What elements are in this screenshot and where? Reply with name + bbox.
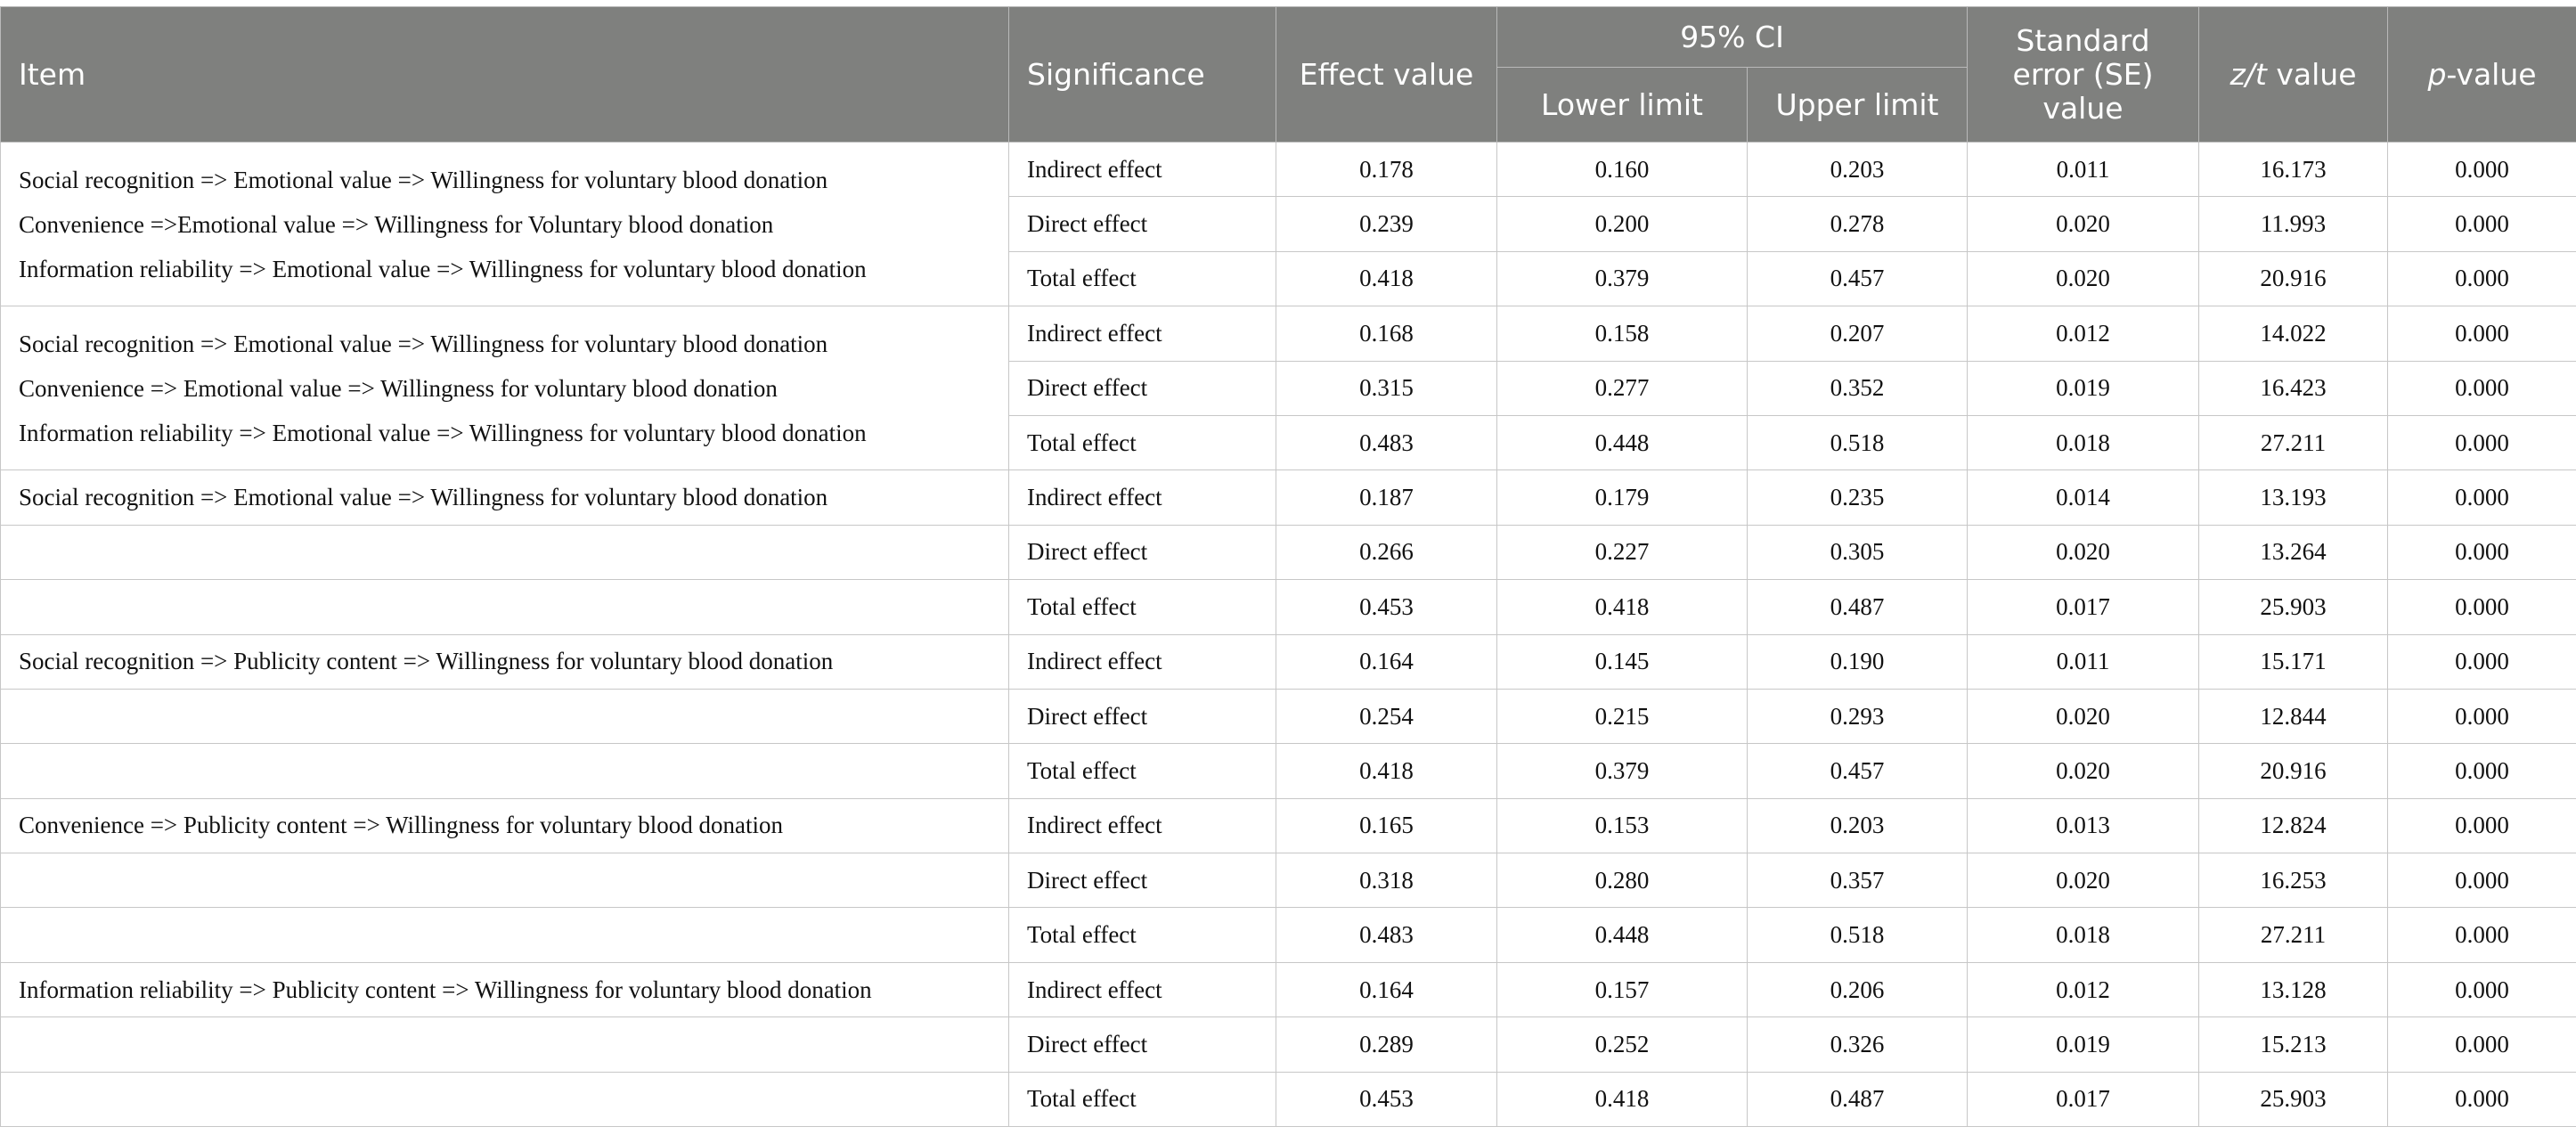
item-cell xyxy=(1,908,1009,962)
effect-value-cell: 0.289 xyxy=(1276,1017,1497,1072)
p-value-cell: 0.000 xyxy=(2388,853,2576,908)
p-value-cell: 0.000 xyxy=(2388,580,2576,634)
header-p-italic: p xyxy=(2427,56,2447,92)
lower-limit-cell: 0.153 xyxy=(1497,798,1748,853)
zt-value-cell: 15.213 xyxy=(2199,1017,2388,1072)
significance-cell: Total effect xyxy=(1009,744,1276,798)
lower-limit-cell: 0.379 xyxy=(1497,251,1748,306)
header-zt-rest: value xyxy=(2266,56,2357,92)
table-row xyxy=(1,470,2576,525)
p-value-cell: 0.000 xyxy=(2388,1072,2576,1126)
p-value-cell: 0.000 xyxy=(2388,361,2576,415)
table-row xyxy=(1,908,2576,962)
p-value-cell: 0.000 xyxy=(2388,306,2576,361)
significance-cell: Direct effect xyxy=(1009,853,1276,908)
significance-cell: Direct effect xyxy=(1009,1017,1276,1072)
p-value-cell: 0.000 xyxy=(2388,798,2576,853)
table-header xyxy=(1,7,2576,143)
header-lower-limit: Lower limit xyxy=(1497,68,1748,143)
header-effect-value: Effect value xyxy=(1276,7,1497,143)
zt-value-cell: 16.173 xyxy=(2199,143,2388,197)
upper-limit-cell: 0.352 xyxy=(1748,361,1968,415)
lower-limit-cell: 0.160 xyxy=(1497,143,1748,197)
standard-error-cell: 0.012 xyxy=(1968,962,2199,1016)
p-value-cell: 0.000 xyxy=(2388,744,2576,798)
item-cell xyxy=(1,306,1009,470)
item-cell xyxy=(1,853,1009,908)
item-path-text: Information reliability => Emotional value => Willingness for voluntary blood donation xyxy=(19,419,867,446)
lower-limit-cell: 0.277 xyxy=(1497,361,1748,415)
header-zt-value xyxy=(2199,7,2388,143)
lower-limit-cell: 0.280 xyxy=(1497,853,1748,908)
item-cell: Convenience => Publicity content => Willingness for voluntary blood donation xyxy=(1,798,1009,853)
p-value-cell: 0.000 xyxy=(2388,962,2576,1016)
zt-value-cell: 25.903 xyxy=(2199,1072,2388,1126)
upper-limit-cell: 0.203 xyxy=(1748,798,1968,853)
upper-limit-cell: 0.190 xyxy=(1748,634,1968,689)
p-value-cell: 0.000 xyxy=(2388,908,2576,962)
zt-value-cell: 16.423 xyxy=(2199,361,2388,415)
standard-error-cell: 0.019 xyxy=(1968,1017,2199,1072)
table-body xyxy=(1,143,2576,1127)
table-row xyxy=(1,634,2576,689)
zt-value-cell: 15.171 xyxy=(2199,634,2388,689)
p-value-cell: 0.000 xyxy=(2388,525,2576,579)
upper-limit-cell: 0.293 xyxy=(1748,689,1968,743)
standard-error-cell: 0.018 xyxy=(1968,415,2199,469)
standard-error-cell: 0.019 xyxy=(1968,361,2199,415)
standard-error-cell: 0.014 xyxy=(1968,470,2199,525)
significance-cell: Total effect xyxy=(1009,1072,1276,1126)
item-cell: Information reliability => Publicity content => Willingness for voluntary blood donation xyxy=(1,962,1009,1016)
item-path-text: Convenience =>Emotional value => Willingness for Voluntary blood donation xyxy=(19,210,774,238)
significance-cell: Direct effect xyxy=(1009,361,1276,415)
standard-error-cell: 0.020 xyxy=(1968,689,2199,743)
p-value-cell: 0.000 xyxy=(2388,470,2576,525)
zt-value-cell: 16.253 xyxy=(2199,853,2388,908)
zt-value-cell: 27.211 xyxy=(2199,908,2388,962)
p-value-cell: 0.000 xyxy=(2388,197,2576,251)
significance-cell: Indirect effect xyxy=(1009,798,1276,853)
lower-limit-cell: 0.379 xyxy=(1497,744,1748,798)
effect-value-cell: 0.164 xyxy=(1276,962,1497,1016)
p-value-cell: 0.000 xyxy=(2388,689,2576,743)
lower-limit-cell: 0.252 xyxy=(1497,1017,1748,1072)
upper-limit-cell: 0.305 xyxy=(1748,525,1968,579)
upper-limit-cell: 0.326 xyxy=(1748,1017,1968,1072)
item-path-text: Information reliability => Emotional value => Willingness for voluntary blood donation xyxy=(19,255,867,282)
standard-error-cell: 0.020 xyxy=(1968,525,2199,579)
effect-value-cell: 0.266 xyxy=(1276,525,1497,579)
significance-cell: Total effect xyxy=(1009,251,1276,306)
lower-limit-cell: 0.448 xyxy=(1497,908,1748,962)
zt-value-cell: 20.916 xyxy=(2199,744,2388,798)
table-row xyxy=(1,143,2576,197)
significance-cell: Indirect effect xyxy=(1009,306,1276,361)
effect-value-cell: 0.168 xyxy=(1276,306,1497,361)
header-se-line3: value xyxy=(2042,90,2124,126)
item-cell xyxy=(1,1017,1009,1072)
significance-cell: Total effect xyxy=(1009,908,1276,962)
zt-value-cell: 13.128 xyxy=(2199,962,2388,1016)
lower-limit-cell: 0.418 xyxy=(1497,580,1748,634)
effect-value-cell: 0.483 xyxy=(1276,415,1497,469)
header-95-ci: 95% CI xyxy=(1497,7,1968,68)
zt-value-cell: 13.193 xyxy=(2199,470,2388,525)
effect-value-cell: 0.315 xyxy=(1276,361,1497,415)
lower-limit-cell: 0.227 xyxy=(1497,525,1748,579)
lower-limit-cell: 0.448 xyxy=(1497,415,1748,469)
upper-limit-cell: 0.457 xyxy=(1748,251,1968,306)
lower-limit-cell: 0.215 xyxy=(1497,689,1748,743)
upper-limit-cell: 0.487 xyxy=(1748,580,1968,634)
header-p-value xyxy=(2388,7,2576,143)
lower-limit-cell: 0.179 xyxy=(1497,470,1748,525)
standard-error-cell: 0.011 xyxy=(1968,143,2199,197)
lower-limit-cell: 0.200 xyxy=(1497,197,1748,251)
upper-limit-cell: 0.235 xyxy=(1748,470,1968,525)
zt-value-cell: 25.903 xyxy=(2199,580,2388,634)
header-se-line2: error (SE) xyxy=(2012,56,2154,92)
header-standard-error xyxy=(1968,7,2199,143)
lower-limit-cell: 0.158 xyxy=(1497,306,1748,361)
item-cell xyxy=(1,1072,1009,1126)
significance-cell: Direct effect xyxy=(1009,197,1276,251)
zt-value-cell: 14.022 xyxy=(2199,306,2388,361)
significance-cell: Indirect effect xyxy=(1009,470,1276,525)
item-cell xyxy=(1,525,1009,579)
table-row xyxy=(1,962,2576,1016)
effect-value-cell: 0.483 xyxy=(1276,908,1497,962)
upper-limit-cell: 0.518 xyxy=(1748,908,1968,962)
item-cell xyxy=(1,580,1009,634)
table-row xyxy=(1,1017,2576,1072)
standard-error-cell: 0.018 xyxy=(1968,908,2199,962)
effect-value-cell: 0.164 xyxy=(1276,634,1497,689)
standard-error-cell: 0.020 xyxy=(1968,744,2199,798)
upper-limit-cell: 0.206 xyxy=(1748,962,1968,1016)
table-row xyxy=(1,689,2576,743)
standard-error-cell: 0.020 xyxy=(1968,251,2199,306)
standard-error-cell: 0.020 xyxy=(1968,197,2199,251)
p-value-cell: 0.000 xyxy=(2388,415,2576,469)
mediation-results-table xyxy=(0,6,2576,1127)
zt-value-cell: 27.211 xyxy=(2199,415,2388,469)
standard-error-cell: 0.013 xyxy=(1968,798,2199,853)
effect-value-cell: 0.187 xyxy=(1276,470,1497,525)
item-path-text: Convenience => Emotional value => Willingness for voluntary blood donation xyxy=(19,374,778,402)
zt-value-cell: 12.824 xyxy=(2199,798,2388,853)
effect-value-cell: 0.165 xyxy=(1276,798,1497,853)
table-row xyxy=(1,306,2576,361)
upper-limit-cell: 0.518 xyxy=(1748,415,1968,469)
header-se-line1: Standard xyxy=(2016,22,2150,58)
standard-error-cell: 0.017 xyxy=(1968,1072,2199,1126)
standard-error-cell: 0.011 xyxy=(1968,634,2199,689)
standard-error-cell: 0.012 xyxy=(1968,306,2199,361)
upper-limit-cell: 0.457 xyxy=(1748,744,1968,798)
effect-value-cell: 0.453 xyxy=(1276,580,1497,634)
header-p-rest: -value xyxy=(2446,56,2537,92)
standard-error-cell: 0.020 xyxy=(1968,853,2199,908)
significance-cell: Indirect effect xyxy=(1009,143,1276,197)
lower-limit-cell: 0.157 xyxy=(1497,962,1748,1016)
zt-value-cell: 20.916 xyxy=(2199,251,2388,306)
significance-cell: Direct effect xyxy=(1009,689,1276,743)
effect-value-cell: 0.254 xyxy=(1276,689,1497,743)
item-cell xyxy=(1,689,1009,743)
item-path-text: Social recognition => Emotional value => Willingness for voluntary blood donation xyxy=(19,330,828,357)
table-row xyxy=(1,1072,2576,1126)
effect-value-cell: 0.178 xyxy=(1276,143,1497,197)
effect-value-cell: 0.418 xyxy=(1276,251,1497,306)
item-path-text: Social recognition => Emotional value => Willingness for voluntary blood donation xyxy=(19,166,828,193)
mediation-results-table-wrapper xyxy=(0,6,2576,1127)
upper-limit-cell: 0.357 xyxy=(1748,853,1968,908)
header-upper-limit: Upper limit xyxy=(1748,68,1968,143)
effect-value-cell: 0.239 xyxy=(1276,197,1497,251)
p-value-cell: 0.000 xyxy=(2388,634,2576,689)
p-value-cell: 0.000 xyxy=(2388,251,2576,306)
header-zt-italic: z/t xyxy=(2230,56,2267,92)
zt-value-cell: 11.993 xyxy=(2199,197,2388,251)
effect-value-cell: 0.318 xyxy=(1276,853,1497,908)
header-significance: Significance xyxy=(1009,7,1276,143)
lower-limit-cell: 0.418 xyxy=(1497,1072,1748,1126)
zt-value-cell: 12.844 xyxy=(2199,689,2388,743)
item-cell: Social recognition => Emotional value => Willingness for voluntary blood donation xyxy=(1,470,1009,525)
upper-limit-cell: 0.203 xyxy=(1748,143,1968,197)
upper-limit-cell: 0.278 xyxy=(1748,197,1968,251)
effect-value-cell: 0.418 xyxy=(1276,744,1497,798)
significance-cell: Indirect effect xyxy=(1009,634,1276,689)
item-cell: Social recognition => Publicity content => Willingness for voluntary blood donation xyxy=(1,634,1009,689)
table-row xyxy=(1,798,2576,853)
table-row xyxy=(1,580,2576,634)
effect-value-cell: 0.453 xyxy=(1276,1072,1497,1126)
significance-cell: Direct effect xyxy=(1009,525,1276,579)
significance-cell: Indirect effect xyxy=(1009,962,1276,1016)
significance-cell: Total effect xyxy=(1009,580,1276,634)
p-value-cell: 0.000 xyxy=(2388,1017,2576,1072)
significance-cell: Total effect xyxy=(1009,415,1276,469)
upper-limit-cell: 0.207 xyxy=(1748,306,1968,361)
zt-value-cell: 13.264 xyxy=(2199,525,2388,579)
table-row xyxy=(1,744,2576,798)
table-row xyxy=(1,853,2576,908)
lower-limit-cell: 0.145 xyxy=(1497,634,1748,689)
upper-limit-cell: 0.487 xyxy=(1748,1072,1968,1126)
p-value-cell: 0.000 xyxy=(2388,143,2576,197)
header-item: Item xyxy=(1,7,1009,143)
table-row xyxy=(1,525,2576,579)
item-cell xyxy=(1,744,1009,798)
standard-error-cell: 0.017 xyxy=(1968,580,2199,634)
item-cell xyxy=(1,143,1009,306)
